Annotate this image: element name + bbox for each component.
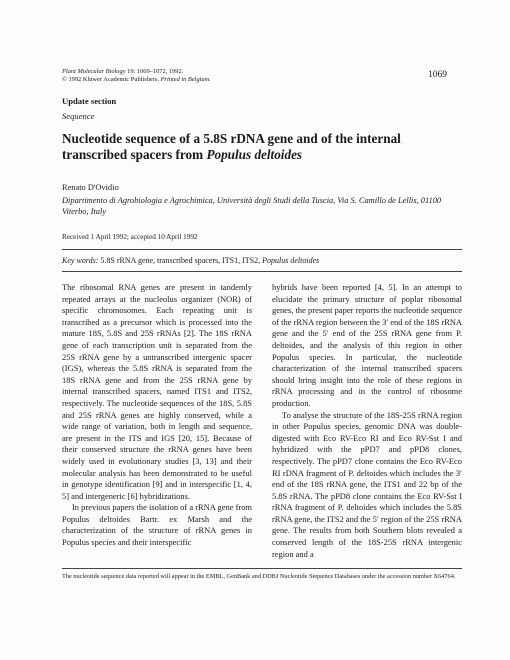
keywords-bottom-rule — [62, 271, 462, 272]
body-column-left — [62, 282, 252, 549]
paragraph: hybrids have been reported [4, 5]. In an attempt to elucidate the primary structure of poplar ribosomal genes, the present paper reports the nucleotide sequence of the rRNA region between the 3′ end of the 18S rRNA gene and the 5′ end of the 25S rRNA gene from P. deltoides, and the analysis of this region in other Populus species. In particular, the nucleotide characterization of the internal transcribed spacers should bring insight into the role of these regions in rRNA processing and in the control of ribosome production. — [272, 282, 463, 408]
received-dates: Received 1 April 1992; accepted 10 April 1992 — [62, 233, 198, 241]
keywords-text: 5.8S rRNA gene, transcribed spacers, ITS1, ITS2, — [98, 256, 263, 265]
paragraph: In previous papers the isolation of a rRNA gene from Populus deltoides Bartr. ex Marsh and the characterization of the structure of rRNA genes in Populus species and their interspecific — [62, 502, 252, 548]
keywords-species: Populus deltoides — [262, 256, 320, 265]
journal-name: Plant Molecular Biology — [62, 68, 126, 75]
body-column-right — [272, 282, 462, 560]
author-affiliation: Dipartimento di Agrobiologia e Agrochimica, Università degli Studi della Tuscia, Via S. Camillo de Lellis, 01100 Viterbo, Italy — [62, 196, 442, 216]
section-heading: Update section — [62, 96, 117, 106]
subsection-heading: Sequence — [62, 111, 95, 121]
footnote-rule — [62, 568, 462, 569]
title-main: Nucleotide sequence of a 5.8S rDNA gene and of the internal transcribed spacers from — [62, 131, 401, 162]
paragraph: To analyse the structure of the 18S-25S rRNA region in other Populus species, genomic DNA was double-digested with Eco RV-Eco RI and Eco RV-Sst I and hybridized with the pPD7 and pPD8 clones, respectively. The pPD7 clone contains the Eco RV-Eco RI rDNA fragment of P. deltoides which includes the 3′ end of the 18S rRNA gene, the ITS1 and 22 bp of the 5.8S rRNA. The pPD8 clone contains the Eco RV-Sst I rRNA fragment of P. deltoides which includes the 5.8S rRNA gene, the ITS2 and the 5′ region of the 25S rRNA gene. The results from both Southern blots revealed a conserved length of the 18S-25S rRNA intergenic region and a — [272, 409, 462, 559]
journal-volume-pages: 19: 1069–1072, 1992. — [127, 68, 184, 75]
article-title — [62, 131, 462, 163]
keywords-label: Key words: — [62, 256, 99, 265]
paragraph: The ribosomal RNA genes are present in tandemly repeated arrays at the nucleolus organizer (NOR) of specific chromosomes. Each repeating unit is transcribed as a precursor which is processed into the mature 18S, 5.8S and 25S rRNAs [2]. The 18S rRNA gene of each transcription unit is separated from the 25S rRNA gene by a untranscribed intergenic spacer (IGS), whereas the 5.8S rRNA is separated from the 18S rRNA gene and from the 25S rRNA gene by internal transcribed spacers, named ITS1 and ITS2, respectively. The nucleotide sequences of the 18S, 5.8S and 25S rRNA genes are highly conserved, while a wide range of variation, both in length and sequence, are present in the ITS and IGS [20, 15]. Because of their conserved structure the rRNA genes have been widely used in evolutionary studies [3, 13] and their molecular analysis has been demonstrated to be useful in genotype identification [9] and in interspecific [1, 4, 5] and intergeneric [6] hybridizations. — [62, 282, 252, 501]
journal-citation — [62, 68, 211, 84]
page-number: 1069 — [428, 70, 447, 80]
copyright-notice: © 1992 Kluwer Academic Publishers. — [62, 76, 159, 83]
printed-notice: Printed in Belgium. — [160, 76, 211, 83]
keywords-top-rule — [62, 249, 462, 250]
author-name: Renato D'Ovidio — [62, 183, 119, 192]
title-species: Populus deltoides — [206, 147, 303, 162]
footnote: The nucleotide sequence data reported will appear in the EMBL, GenBank and DDBJ Nucleotide Sequence Databases under the accession number X64764. — [62, 573, 456, 580]
keywords-line — [62, 256, 319, 265]
